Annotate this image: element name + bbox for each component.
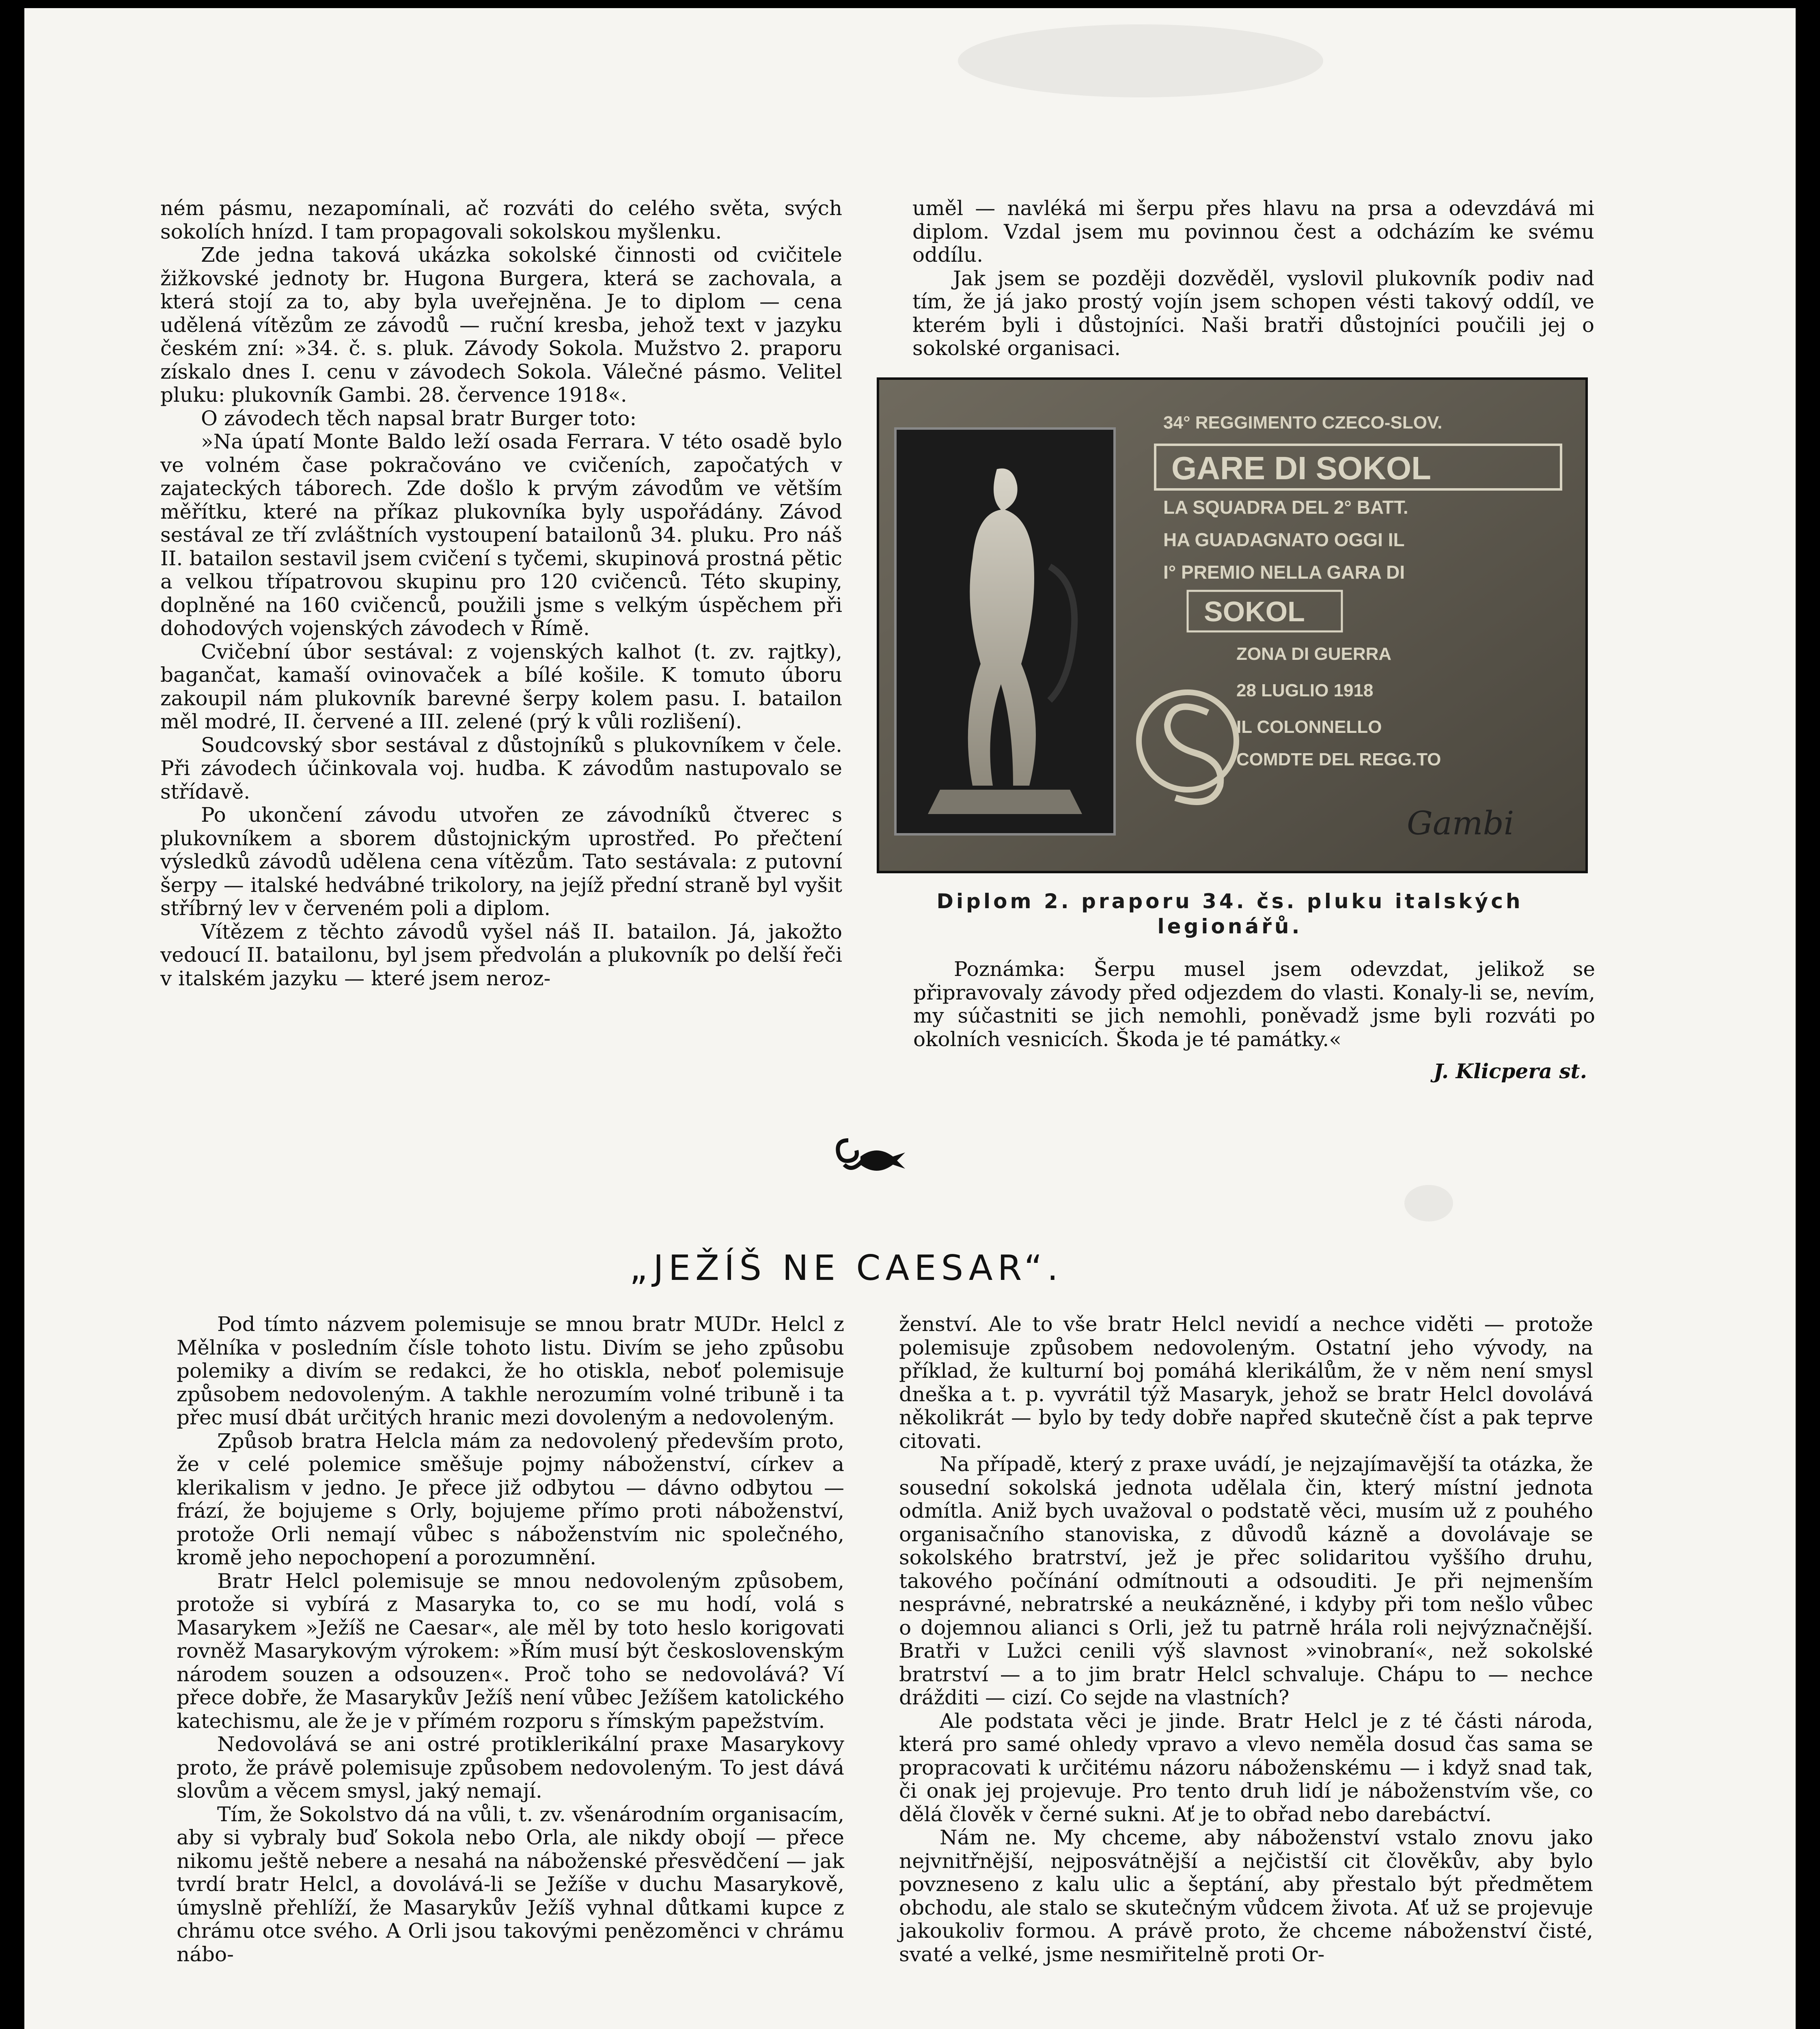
top-right-column	[912, 197, 1594, 360]
diploma-line: GARE DI SOKOL	[1171, 450, 1432, 486]
diploma-line: 28 LUGLIO 1918	[1236, 681, 1374, 700]
diploma-photo	[877, 377, 1588, 873]
author-signature: J. Klicpera st.	[1433, 1059, 1587, 1083]
paragraph: Po ukončení závodu utvořen ze závodníků čtverec s plukovníkem a sborem důstojnickým uprostřed. Po přečtení výsledků závodů udělena cena vítězům. Tato sestávala: z putovní šerpy — italské hedvábné trikolory, na jejíž přední straně byl vyšit stříbrný lev v červeném poli a diplom.	[160, 803, 842, 920]
diploma-line: SOKOL	[1204, 596, 1305, 627]
diploma-caption: Diplom 2. praporu 34. čs. pluku italských legionářů.	[936, 890, 1523, 938]
ornament-icon	[832, 1132, 913, 1181]
note-text: Poznámka: Šerpu musel jsem odevzdat, jelikož se připravovaly závody před odjezdem do vlasti. Konaly-li se, nevím, my súčastniti se jich nemohli, poněvadž jsme byli rozváti po okolních vesnicích. Škoda je té památky.«	[913, 957, 1595, 1051]
diploma-line: COMDTE DEL REGG.TO	[1236, 750, 1441, 769]
paragraph: Soudcovský sbor sestával z důstojníků s plukovníkem v čele. Při závodech účinkovala voj. hudba. K závodům nastupovalo se střídavě.	[160, 733, 842, 803]
magazine-page	[24, 8, 1796, 2029]
article-title: „JEŽÍŠ NE CAESAR“.	[629, 1248, 1063, 1288]
paragraph: Pod tímto názvem polemisuje se mnou bratr MUDr. Helcl z Mělníka v posledním čísle tohoto listu. Divím se jeho způsobu polemiky a divím se redakci, že ho otiskla, neboť polemisuje způsobem nedovoleným. A takhle nerozumím volné tribuně i ta přec musí dbát určitých hranic mezi dovoleným a nedovoleným.	[177, 1312, 844, 1429]
paragraph: O závodech těch napsal bratr Burger toto:	[201, 406, 637, 430]
paragraph: Tím, že Sokolstvo dá na vůli, t. zv. všenárodním organisacím, aby si vybraly buď Sokola nebo Orla, ale nikdy obojí — přece nikomu ještě nebere a nesahá na náboženské přesvědčení — jak tvrdí bratr Helcl, a dovolává-li se Ježíše v duchu Masarykově, úmyslně přehlíží, že Masarykův Ježíš vyhnal důtkami kupce z chrámu otce svého. A Orli jsou takovými penězoměnci v chrámu nábo-	[177, 1802, 844, 1966]
paragraph: Vítězem z těchto závodů vyšel náš II. batailon. Já, jakožto vedoucí II. batailonu, byl jsem předvolán a plukovník po delší řeči v italském jazyku — které jsem neroz-	[160, 920, 842, 990]
diploma-illustration	[879, 380, 1585, 871]
paragraph: ženství. Ale to vše bratr Helcl nevidí a nechce viděti — protože polemisuje způsobem nedovoleným. Ostatní jeho vývody, na příklad, že kulturní boj pomáhá klerikálům, že v něm není smysl dneška a t. p. vyvrátil týž Masaryk, jehož se bratr Helcl dovolává několikrát — bylo by tedy dobře napřed skutečně číst a pak teprve citovati.	[899, 1312, 1593, 1453]
diploma-line: IL COLONNELLO	[1236, 717, 1382, 737]
paragraph: Ale podstata věci je jinde. Bratr Helcl je z té části národa, která pro samé ohledy vpravo a vlevo neměla dosud čas sama se propracovati k určitému názoru náboženskému — i když snad tak, či onak jej projevuje. Pro tento druh lidí je náboženstvím vše, co dělá člověk v černé sukni. Ať je to obřad nebo darebáctví.	[899, 1709, 1593, 1826]
paragraph: Bratr Helcl polemisuje se mnou nedovoleným způsobem, protože si vybírá z Masaryka to, co se mu hodí, volá s Masarykem »Ježíš ne Caesar«, ale měl by toto heslo korigovati rovněž Masarykovým výrokem: »Řím musí být československým národem souzen a odsouzen«. Proč toho se nedovolává? Ví přece dobře, že Masarykův Ježíš není vůbec Ježíšem katolického katechismu, ale že je v přímém rozporu s římským papežstvím.	[177, 1569, 844, 1733]
paragraph: Nedovolává se ani ostré protiklerikální praxe Masarykovy proto, že právě polemisuje způsobem nedovoleným. To jest dává slovům a věcem smysl, jaký nemají.	[177, 1732, 844, 1803]
paragraph: uměl — navléká mi šerpu přes hlavu na prsa a odevzdává mi diplom. Vzdal jsem mu povinnou čest a odcházím ke svému oddílu.	[912, 196, 1594, 267]
paragraph: Cvičební úbor sestával: z vojenských kalhot (t. zv. rajtky), bagančat, kamaší ovinovaček a bílé košile. K tomuto úboru zakoupil nám plukovník barevné šerpy kolem pasu. I. batailon měl modré, II. červené a III. zelené (prý k vůli rozlišení).	[160, 640, 842, 733]
paragraph: Způsob bratra Helcla mám za nedovolený především proto, že v celé polemice směšuje pojmy náboženství, církev a klerikalism v jedno. Je přece již odbytou — dávno odbytou — frází, že bojujeme s Orly, bojujeme přímo proti náboženství, protože Orli nemají vůbec s náboženstvím nic společného, kromě jeho nepochopení a porozumnění.	[177, 1429, 844, 1569]
diploma-line: ZONA DI GUERRA	[1236, 644, 1392, 664]
paragraph: Jak jsem se později dozvěděl, vyslovil plukovník podiv nad tím, že já jako prostý vojín jsem schopen vésti takový oddíl, ve kterém byli i důstojníci. Naši bratři důstojníci poučili jej o sokolské organisaci.	[912, 266, 1594, 360]
paragraph: Na případě, který z praxe uvádí, je nejzajímavější ta otázka, že sousední sokolská jednota udělala čin, který místní jednota odmítla. Aniž bych uvažoval o podstatě věci, musím už z pouhého organisačního stanoviska, z důvodů kázně a dovolávaje se sokolského bratrství, jež je přec solidaritou vyššího druhu, takového počínání odmítnouti a odsouditi. Je při nejmenším nesprávné, nebratrské a neukázněné, i kdyby při tom nešlo vůbec o dojemnou alianci s Orli, jež tu patrně hrála roli nejvýznačnější. Bratři v Lužci cenili výš slavnost »vinobraní«, než sokolské bratrství — a to jim bratr Helcl schvaluje. Chápu to — nechce drážditi — cizí. Co sejde na vlastních?	[899, 1452, 1593, 1709]
diploma-signature: Gambi	[1407, 804, 1514, 842]
paper-stain	[958, 24, 1323, 97]
paper-stain	[1404, 1185, 1453, 1221]
paragraph: Nám ne. My chceme, aby náboženství vstalo znovu jako nejvnitřnější, nejposvátnější a nejčistší cit člověkův, aby bylo povzneseno z kalu ulic a šeptání, aby přestalo být předmětem obchodu, ale stalo se skutečným vůdcem života. Ať už se projevuje jakoukoliv formou. A právě proto, že chceme náboženství čisté, svaté a velké, jsme nesmiřitelně proti Or-	[899, 1826, 1593, 1966]
note-block	[913, 958, 1595, 1051]
paragraph: Zde jedna taková ukázka sokolské činnosti od cvičitele žižkovské jednoty br. Hugona Burgera, která se zachovala, a která stojí za to, aby byla uveřejněna. Je to diplom — cena udělená vítězům ze závodů — ruční kresba, jehož text v jazyku českém zní: »34. č. s. pluk. Závody Sokola. Mužstvo 2. praporu získalo dnes I. cenu v závodech Sokola. Válečné pásmo. Velitel pluku: plukovník Gambi. 28. července 1918«.	[160, 243, 842, 407]
diploma-line: 34° REGGIMENTO CZECO-SLOV.	[1163, 413, 1443, 433]
diploma-line: LA SQUADRA DEL 2° BATT.	[1163, 497, 1408, 518]
diploma-line: I° PREMIO NELLA GARA DI	[1163, 562, 1405, 583]
article-right-column	[899, 1313, 1593, 1966]
article-left-column	[177, 1313, 844, 1966]
paragraph: »Na úpatí Monte Baldo leží osada Ferrara. V této osadě bylo ve volném čase pokračováno ve cvičeních, započatých v zajateckých táborech. Zde došlo k prvým závodům ve větším měřítku, které na příkaz plukovníka byly uspořádány. Závod sestával ze tří zvláštních vystoupení batailonů 34. pluku. Pro náš II. batailon sestavil jsem cvičení s tyčemi, skupinová prostná pětic a velkou třípatrovou skupinu pro 120 cvičenců. Této skupiny, doplněné na 160 cvičenců, použili jsme s velkým úspěchem při dohodových vojenských závodech v Římě.	[160, 430, 842, 640]
diploma-line: HA GUADAGNATO OGGI IL	[1163, 529, 1405, 550]
paragraph: ném pásmu, nezapomínali, ač rozváti do celého světa, svých sokolích hnízd. I tam propagovali sokolskou myšlenku.	[160, 196, 842, 243]
top-left-column	[160, 197, 842, 990]
